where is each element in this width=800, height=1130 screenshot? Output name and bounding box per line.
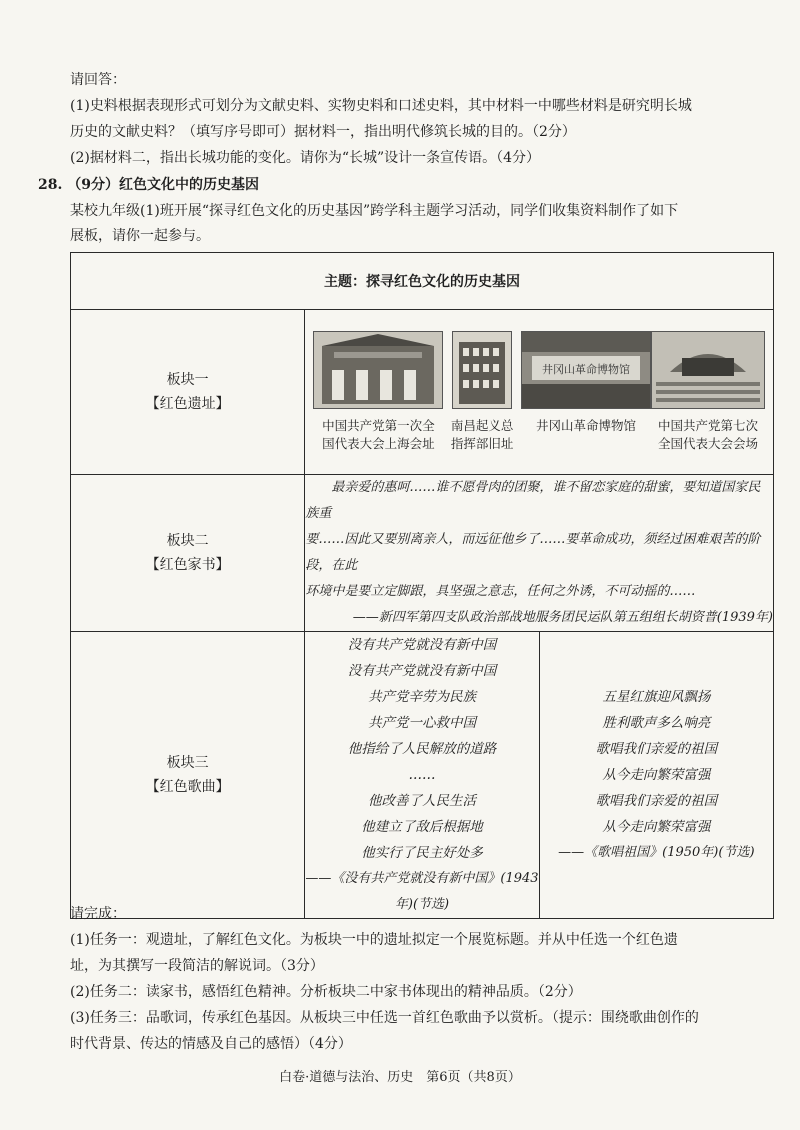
song-1-line: 没有共产党就没有新中国 [347, 637, 497, 653]
song-2 [539, 632, 773, 919]
song-2-line: 歌唱我们亲爱的祖国 [595, 741, 718, 757]
site-caption-2b: 指挥部旧址 [450, 436, 514, 451]
section-2-tag: 【红色家书】 [145, 557, 230, 573]
song-1-line: 共产党辛劳为民族 [367, 689, 476, 705]
song-1-line: 他实行了民主好处多 [361, 845, 483, 861]
song-1-source: ——《没有共产党就没有新中国》(1943年)(节选) [305, 871, 539, 912]
site-photo-nanchang [452, 331, 512, 409]
task-1-line-2: 址，为其撰写一段简洁的解说词。（3分） [70, 958, 324, 974]
song-1-line: 他建立了敌后根据地 [361, 819, 483, 835]
site-caption-1a: 中国共产党第一次全 [322, 418, 435, 433]
question-2: (2)据材料二，指出长城功能的变化。请你为“长城”设计一条宣传语。（4分） [70, 150, 541, 166]
family-letter [305, 475, 774, 632]
section-1-content [305, 310, 774, 475]
site-caption-2a: 南昌起义总 [450, 418, 514, 433]
section-1-name: 板块一 [166, 372, 209, 388]
site-photo-jinggangshan [521, 331, 651, 409]
song-2-line: 从今走向繁荣富强 [602, 767, 711, 783]
song-1-line: 共产党一心救中国 [367, 715, 476, 731]
site-seventh-congress [651, 331, 765, 453]
section-2-name: 板块二 [166, 533, 209, 549]
song-1-line: 没有共产党就没有新中国 [347, 663, 497, 679]
song-2-source: ——《歌唱祖国》(1950年)(节选) [558, 845, 755, 860]
section-2-label [71, 475, 305, 632]
song-2-line: 从今走向繁荣富强 [602, 819, 711, 835]
tasks-prompt: 请完成： [70, 906, 126, 922]
site-caption-1b: 国代表大会上海会址 [322, 436, 435, 451]
letter-source: ——新四军第四支队政治部战地服务团民运队第五组组长胡资普(1939年) [352, 610, 773, 625]
song-2-line: 五星红旗迎风飘扬 [602, 689, 711, 705]
site-caption-4a: 中国共产党第七次 [657, 418, 758, 433]
display-board [70, 252, 774, 919]
section-3-tag: 【红色歌曲】 [145, 779, 230, 795]
site-caption-3: 井冈山革命博物馆 [535, 418, 636, 433]
song-2-line: 胜利歌声多么响亮 [602, 715, 711, 731]
question-1-line-1: (1)史料根据表现形式可划分为文献史料、实物史料和口述史料，其中材料一中哪些材料是研究明长城 [70, 98, 692, 114]
section-3-name: 板块三 [166, 755, 209, 771]
question-1-line-2: 历史的文献史料？（填写序号即可）据材料一，指出明代修筑长城的目的。（2分） [70, 124, 576, 140]
site-shanghai [313, 331, 443, 453]
question-28-title: 28. （9分）红色文化中的历史基因 [38, 177, 259, 193]
task-1-line-1: (1)任务一：观遗址，了解红色文化。为板块一中的遗址拟定一个展览标题。并从中任选一个红色遗 [70, 932, 678, 948]
song-1-line: …… [408, 767, 436, 783]
board-title: 主题：探寻红色文化的历史基因 [71, 253, 774, 310]
letter-line-2: 要……因此又要别离亲人，而远征他乡了……要革命成功，须经过困难艰苦的阶段，在此 [305, 532, 761, 573]
song-1 [305, 632, 539, 919]
task-3-line-2: 时代背景、传达的情感及自己的感悟）（4分） [70, 1036, 352, 1052]
song-2-line: 歌唱我们亲爱的祖国 [595, 793, 718, 809]
task-3-line-1: (3)任务三：品歌词，传承红色基因。从板块三中任选一首红色歌曲予以赏析。（提示：围绕歌曲创作的 [70, 1010, 699, 1026]
song-1-line: 他指给了人民解放的道路 [347, 741, 497, 757]
site-photo-shanghai [313, 331, 443, 409]
letter-line-3: 环境中是要立定脚跟，具坚强之意志，任何之外诱，不可动摇的…… [305, 584, 696, 599]
song-1-line: 他改善了人民生活 [367, 793, 476, 809]
question-28-intro-1: 某校九年级(1)班开展“探寻红色文化的历史基因”跨学科主题学习活动，同学们收集资料制作了如下 [70, 203, 679, 219]
section-1-label [71, 310, 305, 475]
task-2: (2)任务二：读家书，感悟红色精神。分析板块二中家书体现出的精神品质。（2分） [70, 984, 582, 1000]
section-1-tag: 【红色遗址】 [145, 396, 230, 412]
letter-line-1: 最亲爱的惠呵……谁不愿骨肉的团聚，谁不留恋家庭的甜蜜，要知道国家民族重 [305, 480, 761, 521]
section-3-label [71, 632, 305, 919]
site-photo-seventh-congress [651, 331, 765, 409]
site-caption-4b: 全国代表大会会场 [657, 436, 758, 451]
site-jinggangshan [521, 331, 651, 453]
answer-prompt: 请回答： [70, 72, 126, 88]
site-nanchang [443, 331, 521, 453]
question-28-intro-2: 展板，请你一起参与。 [70, 228, 210, 244]
page-footer: 白卷·道德与法治、历史 第6页（共8页） [279, 1070, 521, 1085]
jinggangshan-sign-text: 井冈山革命博物馆 [542, 363, 630, 376]
